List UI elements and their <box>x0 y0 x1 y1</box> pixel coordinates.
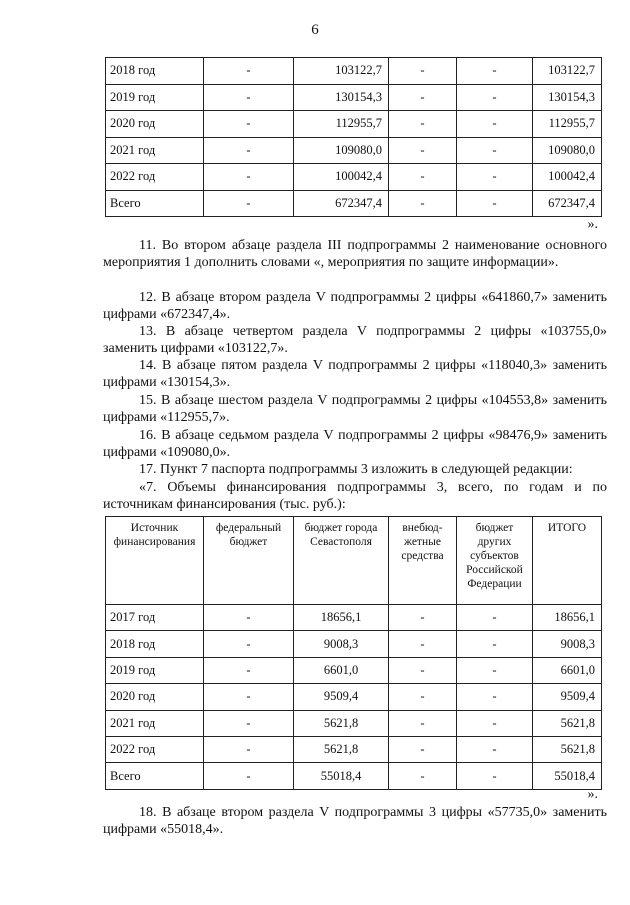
table-body <box>106 58 602 217</box>
year-cell: 2021 год <box>106 137 204 164</box>
city-budget-cell: 6601,0 <box>294 657 389 683</box>
other-subjects-cell: - <box>457 137 533 164</box>
federal-budget-cell: - <box>204 84 294 111</box>
paragraph-11: 11. Во втором абзаце раздела III подпрограммы 2 наименование основного мероприятия 1 дополнить словами «, мероприятия по защите информации». <box>103 238 607 270</box>
extrabudgetary-cell: - <box>389 657 457 683</box>
federal-budget-cell: - <box>204 164 294 191</box>
federal-budget-cell: - <box>204 58 294 85</box>
city-budget-cell: 5621,8 <box>294 736 389 762</box>
year-cell: Всего <box>106 190 204 217</box>
paragraph-15: 15. В абзаце шестом раздела V подпрограммы 2 цифры «104553,8» заменить цифрами «112955,7». <box>103 393 607 425</box>
total-cell: 5621,8 <box>533 736 602 762</box>
header-city-budget: бюджет города Севастополя <box>294 517 389 605</box>
other-subjects-cell: - <box>457 84 533 111</box>
federal-budget-cell: - <box>204 605 294 631</box>
year-cell: 2022 год <box>106 736 204 762</box>
total-cell: 6601,0 <box>533 657 602 683</box>
city-budget-cell: 112955,7 <box>294 111 389 138</box>
federal-budget-cell: - <box>204 631 294 657</box>
other-subjects-cell: - <box>457 164 533 191</box>
federal-budget-cell: - <box>204 190 294 217</box>
header-federal-budget: федеральный бюджет <box>204 517 294 605</box>
table-row <box>106 657 602 683</box>
year-cell: 2020 год <box>106 684 204 710</box>
total-cell: 112955,7 <box>533 111 602 138</box>
financing-table-subprogram-2 <box>105 57 602 217</box>
extrabudgetary-cell: - <box>389 605 457 631</box>
total-cell: 18656,1 <box>533 605 602 631</box>
table-row <box>106 684 602 710</box>
table-row <box>106 605 602 631</box>
total-cell: 55018,4 <box>533 763 602 789</box>
total-cell: 100042,4 <box>533 164 602 191</box>
table-row <box>106 111 602 138</box>
page-number: 6 <box>311 22 319 38</box>
table-row <box>106 84 602 111</box>
header-total: ИТОГО <box>533 517 602 605</box>
year-cell: 2017 год <box>106 605 204 631</box>
paragraph-12: 12. В абзаце втором раздела V подпрограммы 2 цифры «641860,7» заменить цифрами «672347,4». <box>103 290 607 322</box>
total-cell: 5621,8 <box>533 710 602 736</box>
total-cell: 103122,7 <box>533 58 602 85</box>
extrabudgetary-cell: - <box>389 164 457 191</box>
city-budget-cell: 5621,8 <box>294 710 389 736</box>
financing-table-subprogram-3 <box>105 516 602 790</box>
city-budget-cell: 672347,4 <box>294 190 389 217</box>
year-cell: 2019 год <box>106 84 204 111</box>
header-source: Источник финансирования <box>106 517 204 605</box>
city-budget-cell: 109080,0 <box>294 137 389 164</box>
extrabudgetary-cell: - <box>389 684 457 710</box>
other-subjects-cell: - <box>457 605 533 631</box>
extrabudgetary-cell: - <box>389 58 457 85</box>
extrabudgetary-cell: - <box>389 137 457 164</box>
extrabudgetary-cell: - <box>389 111 457 138</box>
extrabudgetary-cell: - <box>389 763 457 789</box>
paragraph-13: 13. В абзаце четвертом раздела V подпрограммы 2 цифры «103755,0» заменить цифрами «103122,7». <box>103 324 607 356</box>
federal-budget-cell: - <box>204 111 294 138</box>
other-subjects-cell: - <box>457 684 533 710</box>
closing-quote: ». <box>587 217 598 232</box>
extrabudgetary-cell: - <box>389 190 457 217</box>
table-header-row <box>106 517 602 605</box>
year-cell: 2020 год <box>106 111 204 138</box>
city-budget-cell: 55018,4 <box>294 763 389 789</box>
city-budget-cell: 103122,7 <box>294 58 389 85</box>
total-cell: 672347,4 <box>533 190 602 217</box>
total-cell: 109080,0 <box>533 137 602 164</box>
table-row <box>106 736 602 762</box>
table-row <box>106 710 602 736</box>
extrabudgetary-cell: - <box>389 84 457 111</box>
city-budget-cell: 9509,4 <box>294 684 389 710</box>
paragraph-17: 17. Пункт 7 паспорта подпрограммы 3 изложить в следующей редакции: <box>139 462 573 477</box>
other-subjects-cell: - <box>457 58 533 85</box>
city-budget-cell: 100042,4 <box>294 164 389 191</box>
header-other-subjects: бюджет других субъектов Российской Федерации <box>457 517 533 605</box>
extrabudgetary-cell: - <box>389 736 457 762</box>
other-subjects-cell: - <box>457 631 533 657</box>
extrabudgetary-cell: - <box>389 710 457 736</box>
other-subjects-cell: - <box>457 657 533 683</box>
federal-budget-cell: - <box>204 736 294 762</box>
city-budget-cell: 9008,3 <box>294 631 389 657</box>
table-body <box>106 605 602 790</box>
year-cell: 2022 год <box>106 164 204 191</box>
paragraph-18: 18. В абзаце втором раздела V подпрограммы 3 цифры «57735,0» заменить цифрами «55018,4». <box>103 805 607 837</box>
year-cell: 2018 год <box>106 58 204 85</box>
table-row <box>106 631 602 657</box>
other-subjects-cell: - <box>457 763 533 789</box>
federal-budget-cell: - <box>204 657 294 683</box>
paragraph-17-quote: «7. Объемы финансирования подпрограммы 3, всего, по годам и по источникам финансирования (тыс. руб.): <box>103 480 607 512</box>
year-cell: 2021 год <box>106 710 204 736</box>
total-cell: 9008,3 <box>533 631 602 657</box>
paragraph-14: 14. В абзаце пятом раздела V подпрограммы 2 цифры «118040,3» заменить цифрами «130154,3». <box>103 358 607 390</box>
year-cell: 2018 год <box>106 631 204 657</box>
year-cell: Всего <box>106 763 204 789</box>
table-row <box>106 190 602 217</box>
other-subjects-cell: - <box>457 736 533 762</box>
table-row <box>106 763 602 789</box>
extrabudgetary-cell: - <box>389 631 457 657</box>
table-row <box>106 137 602 164</box>
city-budget-cell: 18656,1 <box>294 605 389 631</box>
table-row <box>106 164 602 191</box>
city-budget-cell: 130154,3 <box>294 84 389 111</box>
federal-budget-cell: - <box>204 763 294 789</box>
year-cell: 2019 год <box>106 657 204 683</box>
header-extrabudgetary: внебюд-жетные средства <box>389 517 457 605</box>
other-subjects-cell: - <box>457 710 533 736</box>
federal-budget-cell: - <box>204 710 294 736</box>
paragraph-16: 16. В абзаце седьмом раздела V подпрограммы 2 цифры «98476,9» заменить цифрами «109080,0». <box>103 428 607 460</box>
other-subjects-cell: - <box>457 111 533 138</box>
total-cell: 130154,3 <box>533 84 602 111</box>
total-cell: 9509,4 <box>533 684 602 710</box>
closing-quote: ». <box>587 787 598 802</box>
federal-budget-cell: - <box>204 137 294 164</box>
federal-budget-cell: - <box>204 684 294 710</box>
other-subjects-cell: - <box>457 190 533 217</box>
table-row <box>106 58 602 85</box>
